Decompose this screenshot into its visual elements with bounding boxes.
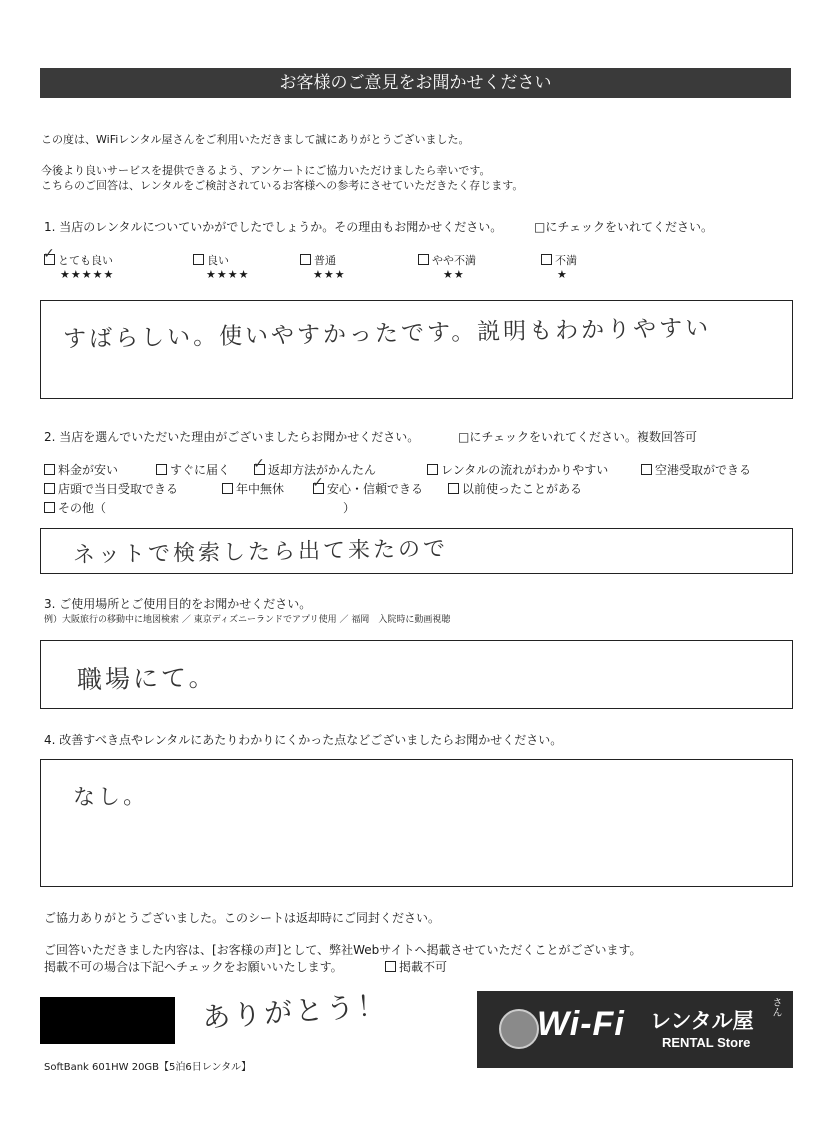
option-label: レンタルの流れがわかりやすい	[441, 463, 609, 477]
checkbox-reliable[interactable]	[312, 475, 324, 494]
stars-five: ★★★★★	[60, 268, 115, 281]
q1-answer-box[interactable]	[40, 300, 793, 399]
q2-option-airport-pickup[interactable]	[641, 461, 751, 478]
q2-option-open-every-day[interactable]	[222, 480, 284, 497]
q4-answer-handwriting: なし。	[72, 784, 149, 811]
q1-question: 1. 当店のレンタルについていかがでしたでしょうか。その理由もお聞かせください。	[44, 220, 503, 234]
checkbox-price[interactable]	[44, 464, 55, 475]
redacted-block	[40, 997, 175, 1044]
q3-question: 3. ご使用場所とご使用目的をお聞かせください。	[44, 597, 312, 611]
rental-info: SoftBank 601HW 20GB【5泊6日レンタル】	[44, 1062, 252, 1073]
checkbox-airport-pickup[interactable]	[641, 464, 652, 475]
q4-question: 4. 改善すべき点やレンタルにあたりわかりにくかった点などございましたらお聞かせください。	[44, 733, 563, 747]
q1-option-average[interactable]	[300, 252, 336, 268]
logo-jp-text: レンタル屋	[650, 1009, 754, 1033]
q2-option-store-pickup[interactable]	[44, 480, 178, 497]
option-label: 空港受取ができる	[655, 463, 752, 477]
intro-purpose: こちらのご回答は、レンタルをご検討されているお客様への参考にさせていただきたく存じます。	[41, 179, 524, 192]
footer-opt-out-instruction: 掲載不可の場合は下記へチェックをお願いいたします。	[44, 960, 343, 974]
q2-answer-box[interactable]	[40, 528, 793, 574]
q3-answer-handwriting: 職場にて。	[76, 662, 217, 695]
q4-answer-box[interactable]	[40, 759, 793, 887]
q2-option-clear-flow[interactable]	[427, 461, 608, 478]
option-label: すぐに届く	[170, 463, 231, 477]
q2-option-used-before[interactable]	[448, 480, 582, 497]
checkbox-very-good[interactable]	[43, 246, 55, 265]
q1-option-somewhat-dissatisfied[interactable]	[418, 252, 476, 268]
intro-thanks: この度は、WiFiレンタル屋さんをご利用いただきまして誠にありがとうございました。	[41, 133, 470, 146]
option-label: 安心・信頼できる	[327, 482, 424, 496]
check-mark-icon: ✓	[253, 456, 265, 472]
logo-san-text: さん	[770, 997, 781, 1017]
q2-question: 2. 当店を選んでいただいた理由がございましたらお聞かせください。	[44, 430, 420, 444]
q3-answer-box[interactable]	[40, 640, 793, 709]
checkbox-store-pickup[interactable]	[44, 483, 55, 494]
checkbox-other[interactable]	[44, 502, 55, 513]
q2-answer-handwriting: ネットで検索したら出て来たので	[72, 536, 449, 569]
q1-option-dissatisfied[interactable]	[541, 252, 577, 268]
option-label: 返却方法がかんたん	[268, 463, 377, 477]
footer-publication-notice: ご回答いただきました内容は、[お客様の声]として、弊社Webサイトへ掲載させていただくことがございます。	[44, 943, 642, 957]
q1-answer-handwriting: すばらしい。使いやすかったです。説明もわかりやすい	[62, 315, 712, 353]
checkbox-average[interactable]	[300, 254, 311, 265]
q2-option-fast-delivery[interactable]	[156, 461, 230, 478]
check-mark-icon: ✓	[312, 475, 324, 491]
checkbox-fast-delivery[interactable]	[156, 464, 167, 475]
stars-four: ★★★★	[206, 268, 250, 281]
option-label: その他（	[58, 501, 107, 515]
option-label: 普通	[314, 254, 336, 267]
option-label: 年中無休	[236, 482, 285, 496]
q3-example: 例）大阪旅行の移動中に地図検索 ／ 東京ディズニーランドでアプリ使用 ／ 福岡 入院時に動画視聴	[44, 615, 451, 625]
opt-out-label: 掲載不可	[399, 960, 448, 974]
checkbox-opt-out[interactable]	[385, 961, 396, 972]
q2-option-reliable[interactable]	[312, 475, 424, 497]
survey-title: お客様のご意見をお聞かせください	[40, 68, 791, 98]
q2-option-other[interactable]	[44, 499, 106, 516]
option-label: やや不満	[432, 254, 476, 267]
option-label: 以前使ったことがある	[462, 482, 583, 496]
handwritten-thanks: ありがとう！	[201, 988, 390, 1035]
checkbox-dissatisfied[interactable]	[541, 254, 552, 265]
opt-out-option[interactable]	[385, 958, 447, 975]
company-logo	[477, 991, 793, 1068]
stars-three: ★★★	[313, 268, 346, 281]
footer-thanks: ご協力ありがとうございました。このシートは返却時にご同封ください。	[44, 911, 441, 925]
option-label: 不満	[555, 254, 577, 267]
checkbox-good[interactable]	[193, 254, 204, 265]
stars-one: ★	[557, 268, 568, 281]
checkbox-clear-flow[interactable]	[427, 464, 438, 475]
option-label: 料金が安い	[58, 463, 119, 477]
option-label: とても良い	[58, 254, 113, 267]
checkbox-somewhat-dissatisfied[interactable]	[418, 254, 429, 265]
intro-request: 今後より良いサービスを提供できるよう、アンケートにご協力いただけましたら幸いです。	[41, 164, 491, 177]
checkbox-open-every-day[interactable]	[222, 483, 233, 494]
checkbox-used-before[interactable]	[448, 483, 459, 494]
check-mark-icon: ✓	[43, 246, 55, 262]
mascot-icon	[499, 1009, 539, 1049]
q1-option-very-good[interactable]	[43, 246, 113, 268]
q2-other-close-paren: ）	[343, 501, 356, 515]
option-label: 良い	[207, 254, 229, 267]
q2-option-price[interactable]	[44, 461, 118, 478]
stars-two: ★★	[443, 268, 465, 281]
q1-option-good[interactable]	[193, 252, 229, 268]
option-label: 店頭で当日受取できる	[58, 482, 179, 496]
q2-instruction: □にチェックをいれてください。複数回答可	[458, 430, 697, 444]
logo-wifi-text: Wi-Fi	[537, 1005, 625, 1043]
checkbox-easy-return[interactable]	[253, 456, 265, 475]
q1-instruction: □にチェックをいれてください。	[534, 220, 713, 234]
logo-en-text: RENTAL Store	[662, 1035, 751, 1050]
